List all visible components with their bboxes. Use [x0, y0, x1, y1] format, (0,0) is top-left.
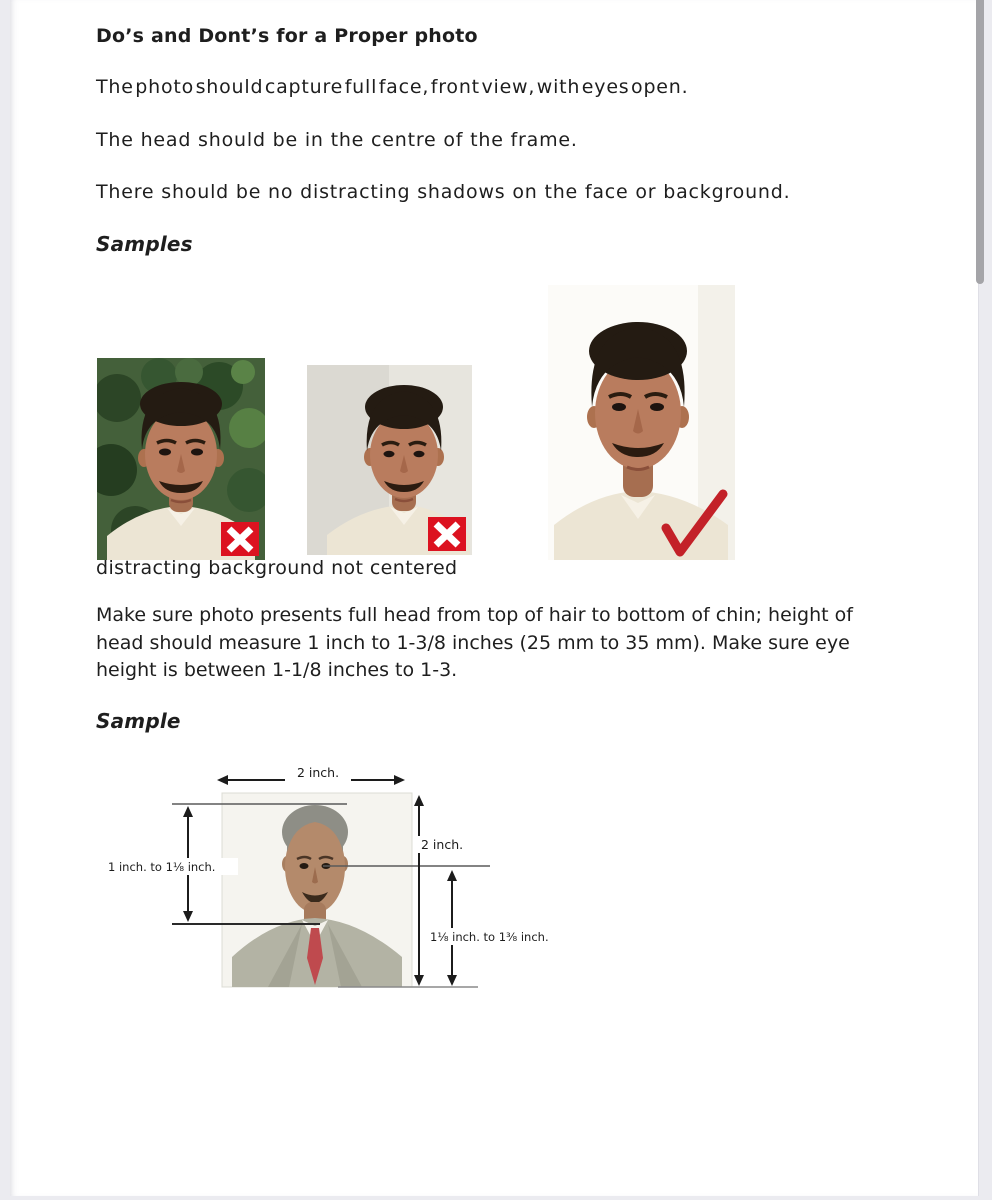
document-page: [10, 0, 979, 1196]
diagram-height-label: 2 inch.: [421, 837, 464, 852]
sample-heading: Sample: [96, 709, 181, 733]
intro-line-3: There should be no distracting shadows on the face or background.: [96, 181, 791, 203]
measurement-diagram-svg: [10, 752, 610, 1004]
guideline-line: height is between 1-1/8 inches to 1-3.: [96, 659, 458, 681]
guideline-line: head should measure 1 inch to 1-3/8 inches (25 mm to 35 mm). Make sure eye: [96, 631, 850, 654]
samples-caption: distracting background not centered: [96, 557, 458, 579]
measurement-diagram: [10, 752, 610, 1004]
diagram-width-label: 2 inch.: [296, 765, 340, 780]
scrollbar-thumb[interactable]: [976, 0, 984, 284]
intro-line-2: The head should be in the centre of the frame.: [96, 129, 578, 151]
guideline-line: Make sure photo presents full head from top of hair to bottom of chin; height of: [96, 604, 853, 626]
sample-photo-correct: [548, 285, 735, 560]
reject-x-icon: [221, 522, 259, 556]
intro-line-1: The photo should capture full face, front view, with eyes open.: [96, 76, 689, 98]
sample-photo-distracting-background: [97, 358, 265, 560]
guideline-paragraph: [96, 602, 853, 685]
doc-title: Do’s and Dont’s for a Proper photo: [96, 25, 478, 47]
diagram-eye-height-label: 1⅛ inch. to 1⅜ inch.: [430, 930, 549, 944]
sample-photos-row: [97, 285, 757, 560]
samples-heading: Samples: [96, 232, 193, 256]
diagram-head-height-label: 1 inch. to 1⅛ inch.: [108, 860, 216, 874]
sample-photo-not-centered: [307, 365, 472, 555]
reject-x-icon: [428, 517, 466, 551]
page-bottom-edge: [10, 1196, 978, 1200]
